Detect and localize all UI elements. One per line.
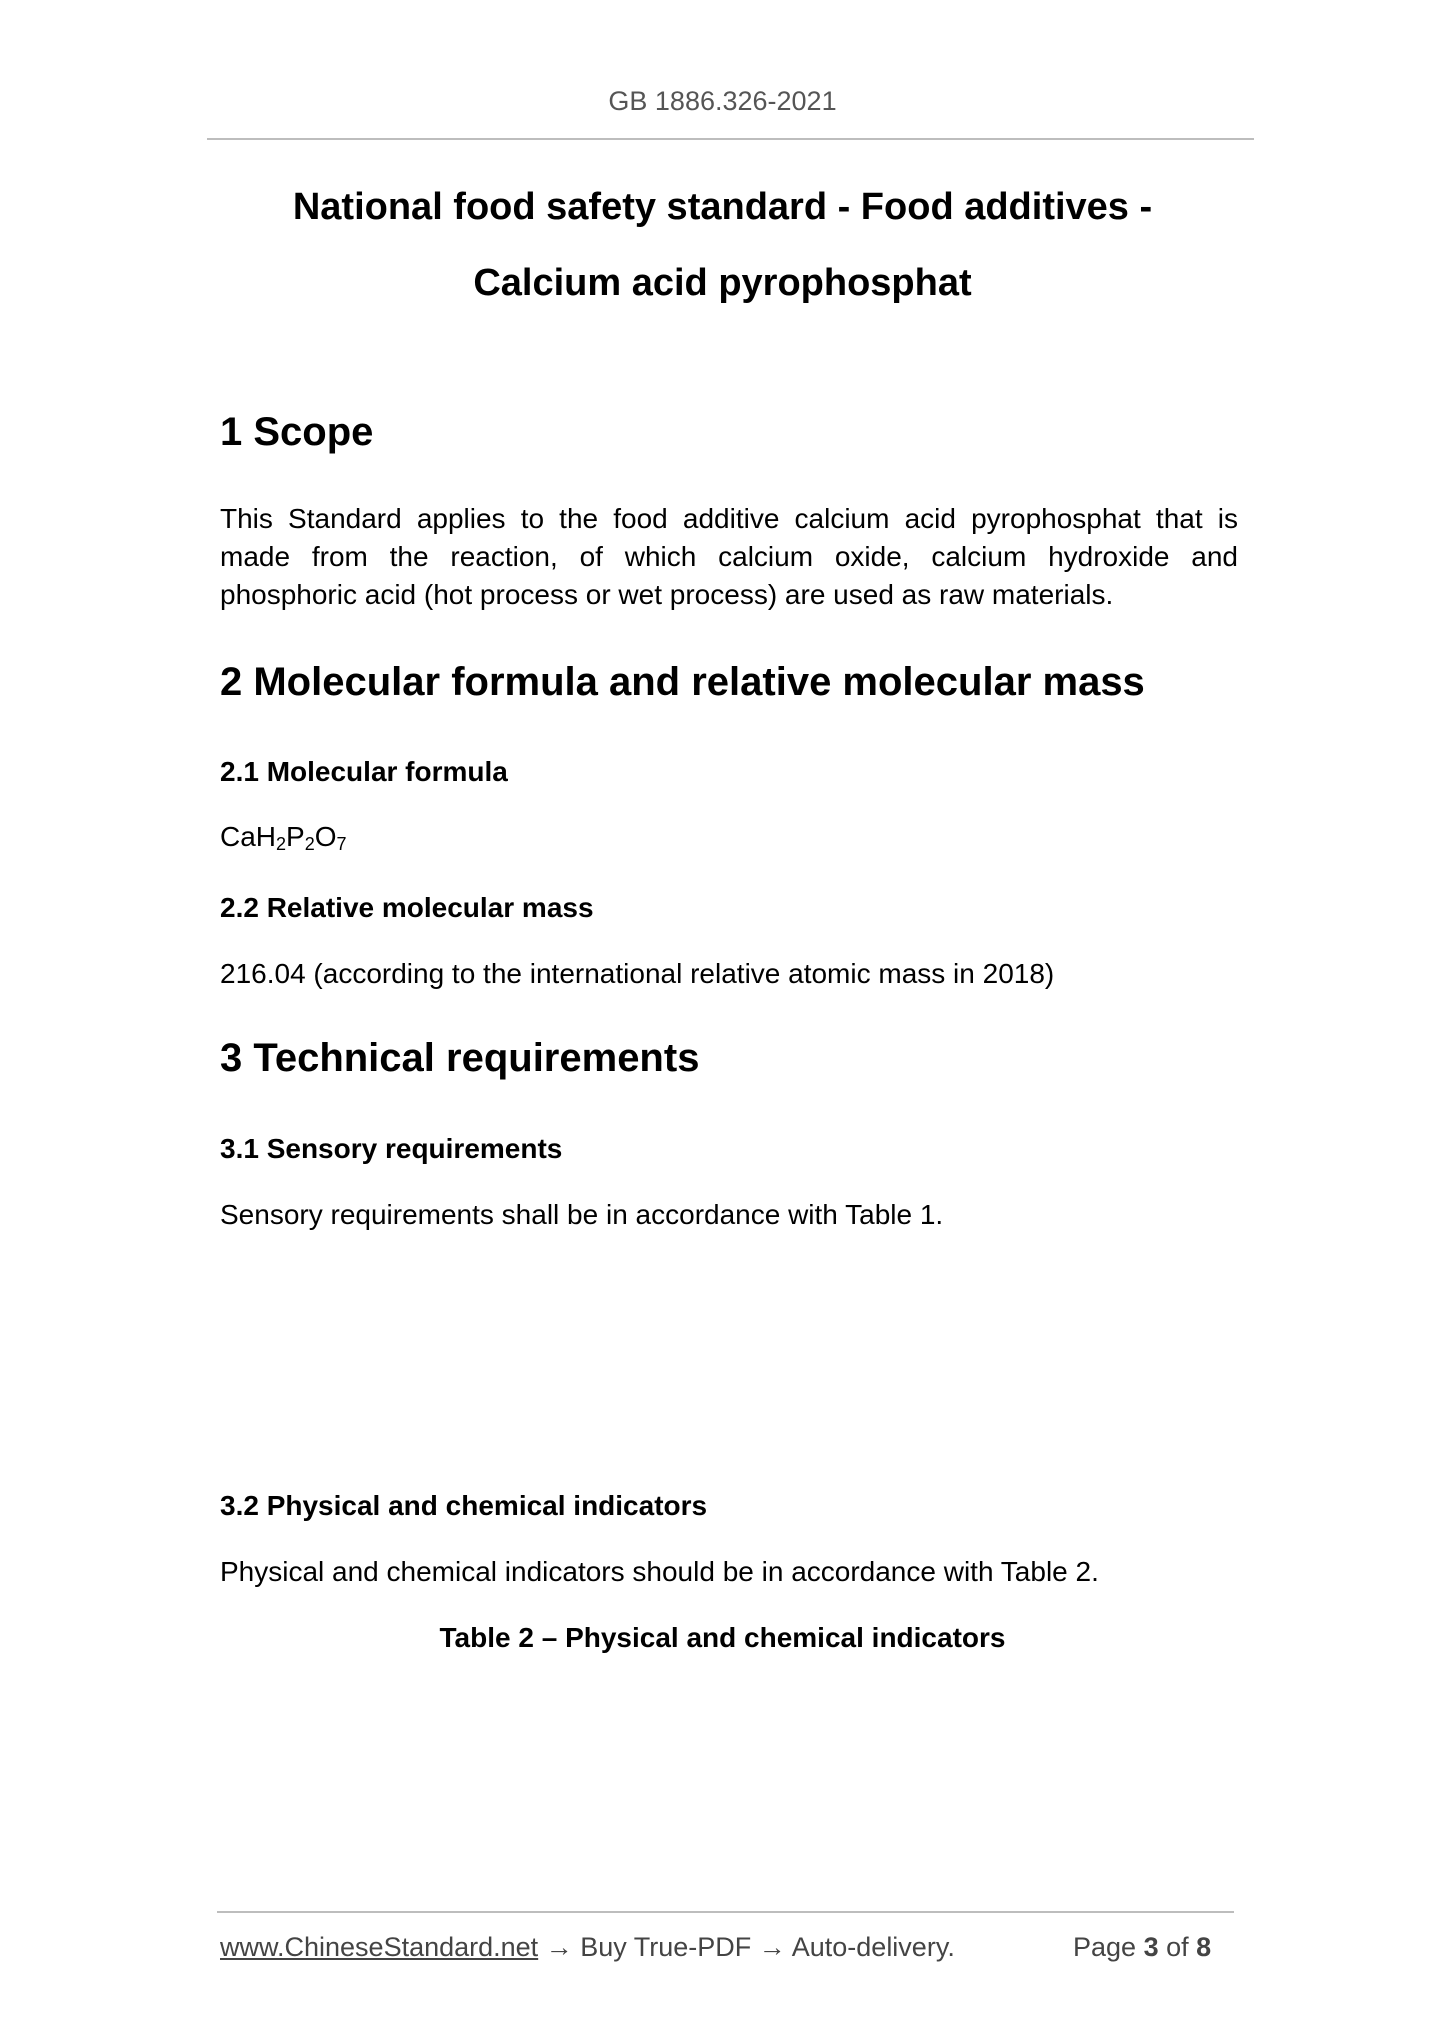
formula-h: H [255, 821, 277, 852]
molecular-mass-text: 216.04 (according to the international relative atomic mass in 2018) [220, 958, 1055, 989]
formula-o-subscript: 7 [336, 834, 347, 854]
scope-paragraph [220, 500, 1238, 614]
page-current: 3 [1143, 1932, 1159, 1962]
page-of-label: of [1166, 1932, 1189, 1962]
footer-promo [220, 1932, 955, 1963]
section-heading-molecular: 2 Molecular formula and relative molecular mass [220, 660, 1145, 704]
subsection-heading-sensory: 3.1 Sensory requirements [220, 1133, 563, 1164]
scope-line-3: phosphoric acid (hot process or wet process) are used as raw materials. [220, 579, 1114, 610]
page-total: 8 [1196, 1932, 1212, 1962]
page-label: Page [1073, 1932, 1137, 1962]
footer-divider [217, 1911, 1234, 1913]
subsection-heading-formula: 2.1 Molecular formula [220, 756, 508, 787]
formula-o: O [314, 821, 337, 852]
subsection-heading-physchem: 3.2 Physical and chemical indicators [220, 1490, 708, 1521]
header-divider [207, 138, 1254, 140]
document-title-line-1: National food safety standard - Food additives - [292, 186, 1153, 228]
scope-line-1: This Standard applies to the food additive calcium acid pyrophosphat that is [220, 503, 1238, 534]
sensory-requirements-text: Sensory requirements shall be in accordance with Table 1. [220, 1199, 944, 1230]
formula-p-subscript: 2 [304, 834, 315, 854]
page-indicator [1073, 1932, 1211, 1963]
table-2-caption: Table 2 – Physical and chemical indicators [439, 1622, 1006, 1653]
molecular-formula [220, 818, 347, 863]
section-heading-scope: 1 Scope [220, 410, 374, 454]
footer-promo-text: → Buy True-PDF → Auto-delivery. [538, 1932, 955, 1962]
formula-ca: Ca [220, 821, 256, 852]
section-heading-technical: 3 Technical requirements [220, 1036, 700, 1080]
formula-h-subscript: 2 [276, 834, 287, 854]
formula-p: P [286, 821, 305, 852]
subsection-heading-mass: 2.2 Relative molecular mass [220, 892, 594, 923]
website-link[interactable]: www.ChineseStandard.net [220, 1932, 539, 1962]
physchem-indicators-text: Physical and chemical indicators should be in accordance with Table 2. [220, 1556, 1099, 1587]
document-code: GB 1886.326-2021 [608, 86, 837, 116]
document-title-line-2: Calcium acid pyrophosphat [473, 262, 972, 304]
scope-line-2: made from the reaction, of which calcium oxide, calcium hydroxide and [220, 541, 1238, 572]
